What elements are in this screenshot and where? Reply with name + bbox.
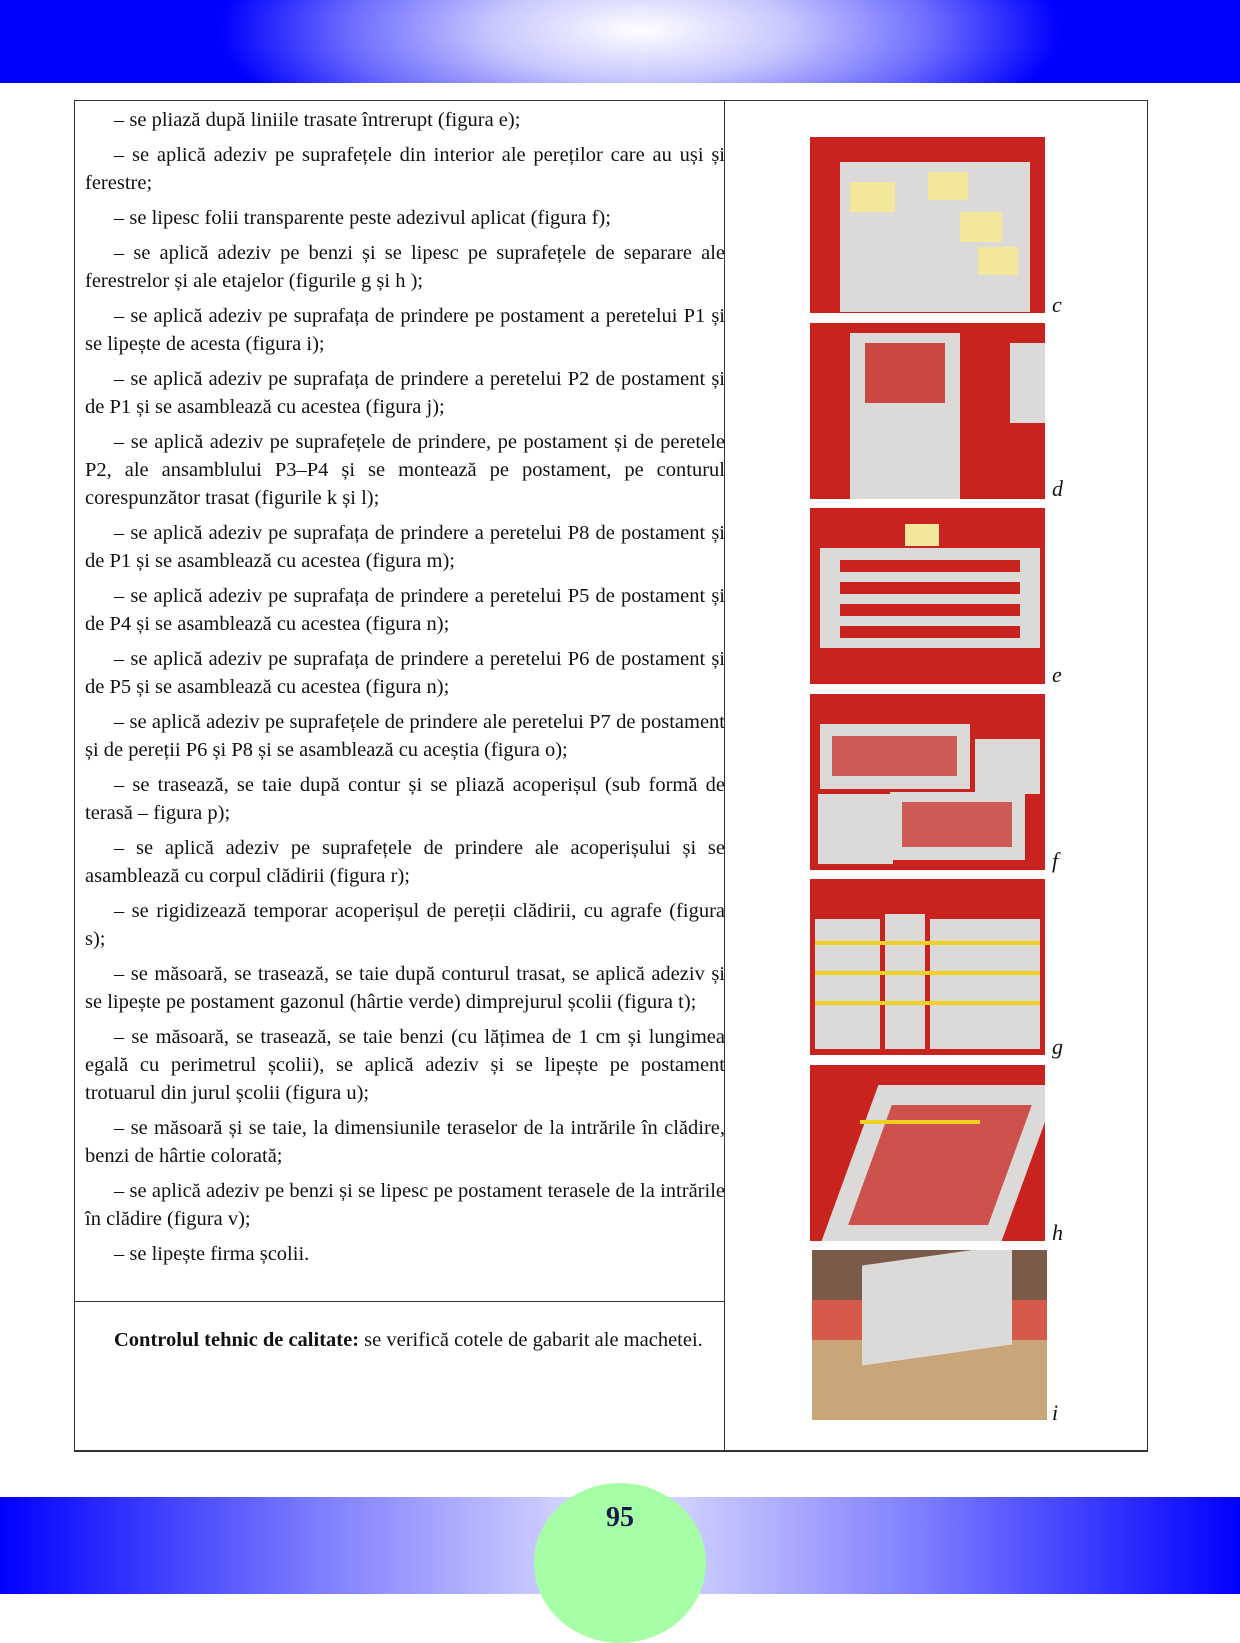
photo-figure-h [810,1065,1045,1241]
step: – se aplică adeziv pe suprafața de prindere a peretelui P6 de postament și de P5 și se asamblează cu acestea (figura n); [85,648,725,698]
step: – se aplică adeziv pe suprafețele din interior ale pereților care au uși și ferestre; [85,144,725,194]
figure-label-i: i [1052,1400,1059,1425]
step: – se măsoară și se taie, la dimensiunile teraselor de la intrările în clădire, benzi de hârtie colorată; [85,1117,725,1167]
steps-list [85,106,725,1275]
quality-control [85,1325,725,1355]
photo-figure-g [810,879,1045,1055]
photo-figure-i [812,1250,1047,1420]
figure-label-d: d [1052,476,1063,501]
step: – se aplică adeziv pe suprafața de prindere pe postament a peretelui P1 și se lipește de acesta (figura i); [85,305,725,355]
photo-figure-d [810,323,1045,499]
figure-label-f: f [1052,848,1059,873]
header-band [0,0,1240,83]
step: – se măsoară, se trasează, se taie după conturul trasat, se aplică adeziv și se lipește pe postament gazonul (hârtie verde) dimprejurul școlii (figura t); [85,963,725,1013]
step: – se aplică adeziv pe suprafața de prindere a peretelui P5 de postament și de P4 și se asamblează cu acestea (figura n); [85,585,725,635]
photo-figure-e [810,508,1045,684]
step: – se rigidizează temporar acoperișul de pereții clădirii, cu agrafe (figura s); [85,900,725,950]
quality-control-text: se verifică cotele de gabarit ale machetei. [359,1329,703,1351]
quality-control-label: Controlul tehnic de calitate: [114,1329,360,1351]
page-number: 95 [606,1502,634,1533]
figure-label-e: e [1052,662,1062,687]
step: – se aplică adeziv pe suprafețele de prindere ale acoperișului și se asamblează cu corpul clădirii (figura r); [85,837,725,887]
figure-label-g: g [1052,1034,1063,1059]
step: – se aplică adeziv pe suprafața de prindere a peretelui P2 de postament și de P1 și se asamblează cu acestea (figura j); [85,368,725,418]
figure-label-c: c [1052,292,1062,317]
step: – se măsoară, se trasează, se taie benzi (cu lățimea de 1 cm și lungimea egală cu perimetrul școlii), se aplică adeziv și se lipește pe postament trotuarul din jurul școlii (figura u); [85,1026,725,1104]
figure-label-h: h [1052,1220,1063,1245]
step: – se aplică adeziv pe benzi și se lipesc pe suprafețele de separare ale ferestrelor și ale etajelor (figurile g și h ); [85,242,725,292]
photo-figure-f [810,694,1045,870]
step: – se aplică adeziv pe suprafețele de prindere, pe postament și de peretele P2, ale ansamblului P3–P4 și se montează pe postament, pe conturul corespunzător trasat (figurile k și l); [85,431,725,509]
step: – se lipește firma școlii. [114,1243,310,1265]
step: – se pliază după liniile trasate întrerupt (figura e); [114,109,521,131]
step: – se aplică adeziv pe suprafețele de prindere ale peretelui P7 de postament și de pereții P6 și P8 și se asamblează cu aceștia (figura o); [85,711,725,761]
row-divider [74,1301,724,1302]
step: – se aplică adeziv pe suprafața de prindere a peretelui P8 de postament și de P1 și se asamblează cu acestea (figura m); [85,522,725,572]
step: – se lipesc folii transparente peste adezivul aplicat (figura f); [114,207,611,229]
step: – se trasează, se taie după contur și se pliază acoperișul (sub formă de terasă – figura p); [85,774,725,824]
photo-figure-c [810,137,1045,313]
step: – se aplică adeziv pe benzi și se lipesc pe postament terasele de la intrările în clădire (figura v); [85,1180,725,1230]
